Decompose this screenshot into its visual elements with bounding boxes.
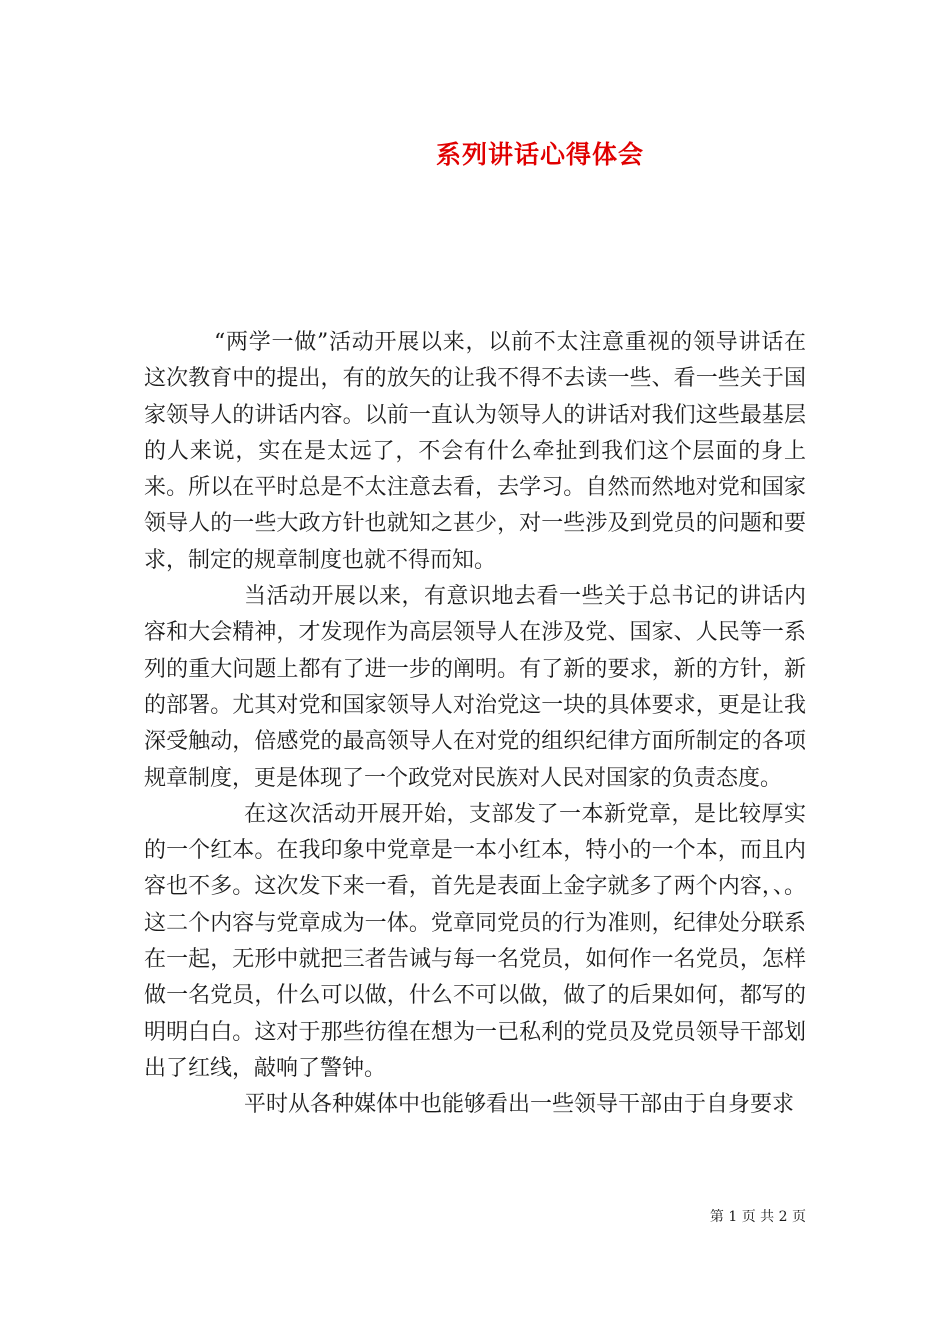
paragraph-1: “两学一做”活动开展以来，以前不太注意重视的领导讲话在这次教育中的提出，有的放矢的让我不得不去读一些、看一些关于国家领导人的讲话内容。以前一直认为领导人的讲话对我们这些最基层的人来说，实在是太远了，不会有什么牵扯到我们这个层面的身上来。所以在平时总是不太注意去看，去学习。自然而然地对党和国家领导人的一些大政方针也就知之甚少，对一些涉及到党员的问题和要求，制定的规章制度也就不得而知。 xyxy=(144,330,806,573)
paragraph-4: 平时从各种媒体中也能够看出一些领导干部由于自身要求 xyxy=(244,1092,795,1118)
paragraph-3: 在这次活动开展开始，支部发了一本新党章，是比较厚实的一个红本。在我印象中党章是一本小红本，特小的一个本，而且内容也不多。这次发下来一看，首先是表面上金字就多了两个内容，、。这二个内容与党章成为一体。党章同党员的行为准则，纪律处分联系在一起，无形中就把三者告诫与每一名党员，如何作一名党员，怎样做一名党员，什么可以做，什么不可以做，做了的后果如何，都写的明明白白。这对于那些彷徨在想为一已私利的党员及党员领导干部划出了红线，敲响了警钟。 xyxy=(144,801,806,1081)
paragraph-2: 当活动开展以来，有意识地去看一些关于总书记的讲话内容和大会精神，才发现作为高层领导人在涉及党、国家、人民等一系列的重大问题上都有了进一步的阐明。有了新的要求，新的方针，新的部署。尤其对党和国家领导人对治党这一块的具体要求，更是让我深受触动，倍感党的最高领导人在对党的组织纪律方面所制定的各项规章制度，更是体现了一个政党对民族对人民对国家的负责态度。 xyxy=(144,584,806,791)
document-body xyxy=(144,325,806,1124)
page-number-footer: 第 1 页 共 2 页 xyxy=(709,1209,806,1225)
document-title: 系列讲话心得体会 xyxy=(435,140,644,169)
